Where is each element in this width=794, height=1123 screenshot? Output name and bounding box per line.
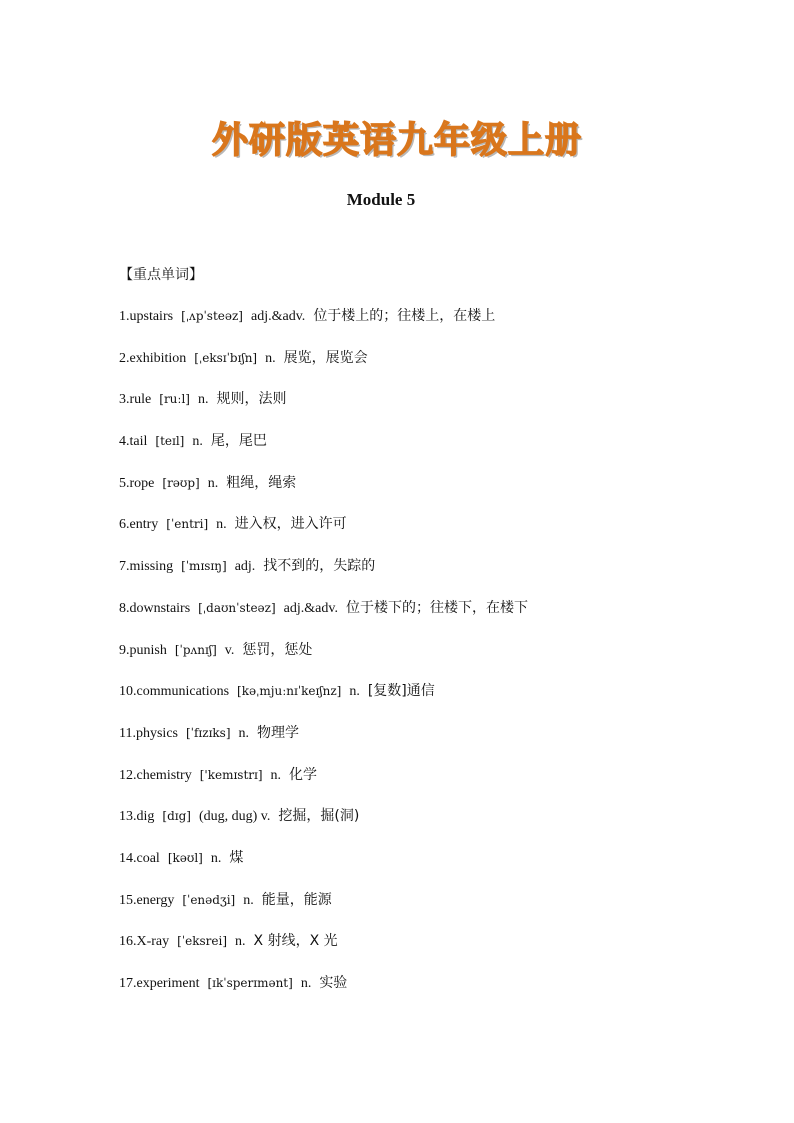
section-heading: 【重点单词】 xyxy=(119,267,203,283)
vocab-word: 17.experiment xyxy=(119,976,200,991)
vocab-part-of-speech: n. xyxy=(270,767,282,783)
vocab-phonetic: [ˈenədʒi] xyxy=(182,892,236,907)
vocab-meaning: 化学 xyxy=(289,766,318,783)
vocab-meaning: 展览，展览会 xyxy=(283,349,368,366)
vocab-item xyxy=(119,765,528,807)
vocab-word: 9.punish xyxy=(119,642,167,658)
vocab-item xyxy=(119,348,528,390)
vocab-phonetic: [ˈfɪzɪks] xyxy=(185,725,231,740)
vocab-phonetic: [rəʊp] xyxy=(162,475,200,490)
vocab-meaning: 挖掘，掘(洞) xyxy=(278,808,360,825)
vocab-word: 6.entry xyxy=(119,517,159,533)
vocab-meaning: 能量，能源 xyxy=(261,891,332,908)
vocab-part-of-speech: (dug, dug) v. xyxy=(198,809,271,825)
vocab-meaning: 位于楼下的；往楼下，在楼下 xyxy=(345,599,528,616)
vocab-meaning: 位于楼上的；往楼上，在楼上 xyxy=(313,308,496,324)
vocab-word: 1.upstairs xyxy=(119,309,174,324)
vocab-phonetic: [ˌeksɪˈbɪʃn] xyxy=(194,350,258,365)
vocab-item xyxy=(119,389,528,431)
vocab-phonetic: [kəʊl] xyxy=(167,850,203,865)
vocab-item xyxy=(119,973,528,1015)
vocab-word: 8.downstairs xyxy=(119,600,191,616)
vocab-phonetic: ['kemɪstrɪ] xyxy=(199,767,263,782)
vocab-part-of-speech: n. xyxy=(207,475,219,491)
vocab-list xyxy=(119,306,528,1015)
vocab-part-of-speech: adj. xyxy=(234,559,256,575)
vocab-phonetic: [ˈentri] xyxy=(166,517,209,532)
vocab-part-of-speech: n. xyxy=(210,850,222,866)
vocab-item xyxy=(119,431,528,473)
vocab-word: 14.coal xyxy=(119,850,160,866)
vocab-meaning: 实验 xyxy=(319,975,348,991)
vocab-meaning: X 射线，X 光 xyxy=(253,933,338,950)
vocab-phonetic: [ˌdaʊnˈsteəz] xyxy=(198,600,276,615)
vocab-word: 4.tail xyxy=(119,434,148,450)
vocab-part-of-speech: n. xyxy=(192,434,203,450)
vocab-meaning: 规则，法则 xyxy=(216,391,287,408)
vocab-word: 13.dig xyxy=(119,809,155,825)
vocab-word: 11.physics xyxy=(119,725,178,741)
vocab-part-of-speech: adj.&adv. xyxy=(283,600,338,616)
vocab-phonetic: [dɪg] xyxy=(162,809,191,824)
vocab-meaning: 进入权，进入许可 xyxy=(234,516,347,533)
vocab-item xyxy=(119,598,528,640)
vocab-meaning: 煤 xyxy=(229,849,244,866)
page-title: 外研版英语九年级上册 xyxy=(211,120,582,161)
vocab-part-of-speech: n. xyxy=(197,392,209,408)
vocab-item xyxy=(119,556,528,598)
module-title: Module 5 xyxy=(346,190,416,209)
vocab-item xyxy=(119,723,528,765)
vocab-phonetic: [ˌʌpˈsteəz] xyxy=(181,309,243,323)
vocab-item xyxy=(119,473,528,515)
vocab-word: 7.missing xyxy=(119,559,174,575)
vocab-word: 16.X-ray xyxy=(119,934,170,950)
vocab-part-of-speech: n. xyxy=(265,350,276,366)
vocab-word: 3.rule xyxy=(119,392,152,408)
vocab-word: 15.energy xyxy=(119,892,175,908)
vocab-item xyxy=(119,514,528,556)
vocab-phonetic: [ˈpʌnɪʃ] xyxy=(174,642,217,657)
vocab-phonetic: [ˈeksrei] xyxy=(177,934,228,949)
vocab-part-of-speech: v. xyxy=(224,642,235,658)
vocab-phonetic: [ruːl] xyxy=(159,392,190,407)
vocab-part-of-speech: n. xyxy=(300,976,312,991)
vocab-item xyxy=(119,806,528,848)
vocab-word: 2.exhibition xyxy=(119,350,187,366)
vocab-part-of-speech: n. xyxy=(238,725,250,741)
vocab-part-of-speech: adj.&adv. xyxy=(251,309,306,324)
vocab-phonetic: [ˈmɪsɪŋ] xyxy=(181,559,227,574)
vocab-item xyxy=(119,890,528,932)
vocab-item xyxy=(119,681,528,723)
vocab-item xyxy=(119,306,528,348)
vocab-word: 12.chemistry xyxy=(119,767,192,783)
vocab-item xyxy=(119,848,528,890)
vocab-meaning: 惩罚，惩处 xyxy=(242,641,313,658)
vocab-part-of-speech: n. xyxy=(243,892,254,908)
vocab-phonetic: [teɪl] xyxy=(155,434,185,449)
vocab-item xyxy=(119,640,528,682)
vocab-part-of-speech: n. xyxy=(216,517,227,533)
vocab-meaning: 物理学 xyxy=(257,724,300,741)
vocab-phonetic: [ɪkˈsperɪmənt] xyxy=(207,976,293,990)
vocab-word: 10.communications xyxy=(119,684,230,700)
vocab-meaning: 尾，尾巴 xyxy=(210,433,267,450)
vocab-part-of-speech: n. xyxy=(349,684,360,700)
vocab-item xyxy=(119,931,528,973)
vocab-part-of-speech: n. xyxy=(235,934,246,950)
vocab-phonetic: [kəˌmjuːnɪˈkeɪʃnz] xyxy=(237,684,342,699)
vocab-meaning: [复数]通信 xyxy=(367,683,435,700)
vocab-word: 5.rope xyxy=(119,475,155,491)
vocab-meaning: 找不到的，失踪的 xyxy=(263,558,376,575)
vocab-meaning: 粗绳，绳索 xyxy=(226,474,297,491)
